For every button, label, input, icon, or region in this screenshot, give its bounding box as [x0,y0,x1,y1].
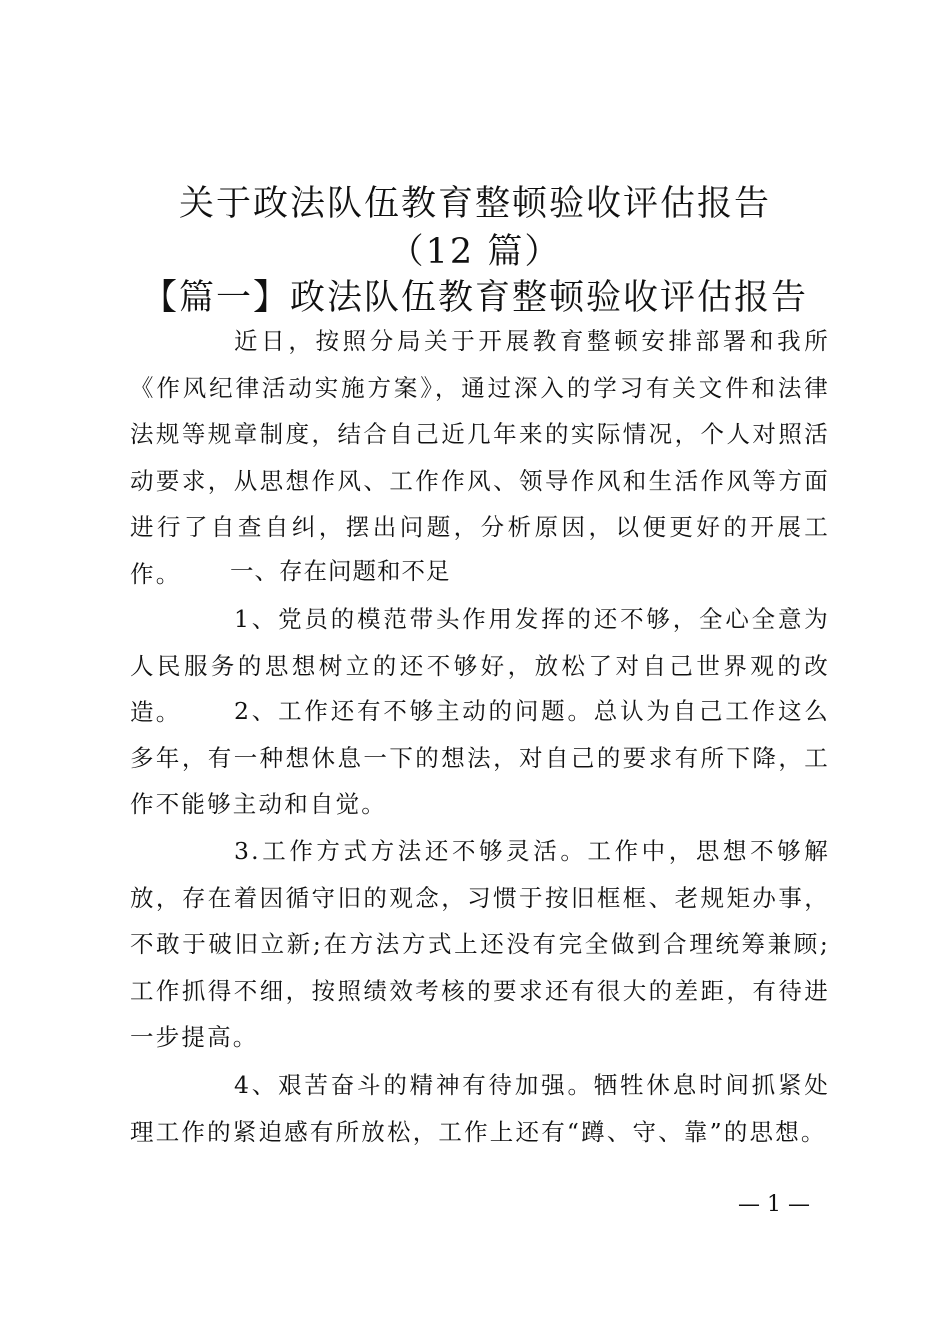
page-number: — 1 — [738,1192,810,1217]
section-heading: 一、存在问题和不足 [230,557,451,585]
list-item: 1、党员的模范带头作用发挥的还不够，全心全意为人民服务的思想树立的还不够好，放松了对自己世界观的改造。 [130,605,830,726]
chapter-title: 【篇一】政法队伍教育整顿验收评估报告 [141,278,808,318]
document-subtitle-count: （12 篇） [388,232,562,272]
document-title: 关于政法队伍教育整顿验收评估报告 [178,184,771,224]
list-item: 3.工作方式方法还不够灵活。工作中，思想不够解放，存在着因循守旧的观念，习惯于按旧框框、老规矩办事，不敢于破旧立新;在方法方式上还没有完全做到合理统筹兼顾;工作抓得不细，按照绩效考核的要求还有很大的差距，有待进一步提高。 [130,837,830,1051]
intro-paragraph: 近日，按照分局关于开展教育整顿安排部署和我所《作风纪律活动实施方案》，通过深入的学习有关文件和法律法规等规章制度，结合自己近几年来的实际情况，个人对照活动要求，从思想作风、工作作风、领导作风和生活作风等方面进行了自查自纠，摆出问题，分析原因，以便更好的开展工作。 [130,327,830,588]
list-item: 4、艰苦奋斗的精神有待加强。牺牲休息时间抓紧处理工作的紧迫感有所放松，工作上还有“蹲、守、靠”的思想。 [130,1071,830,1146]
list-item: 2、工作还有不够主动的问题。总认为自己工作这么多年，有一种想休息一下的想法，对自己的要求有所下降，工作不能够主动和自觉。 [130,697,830,818]
